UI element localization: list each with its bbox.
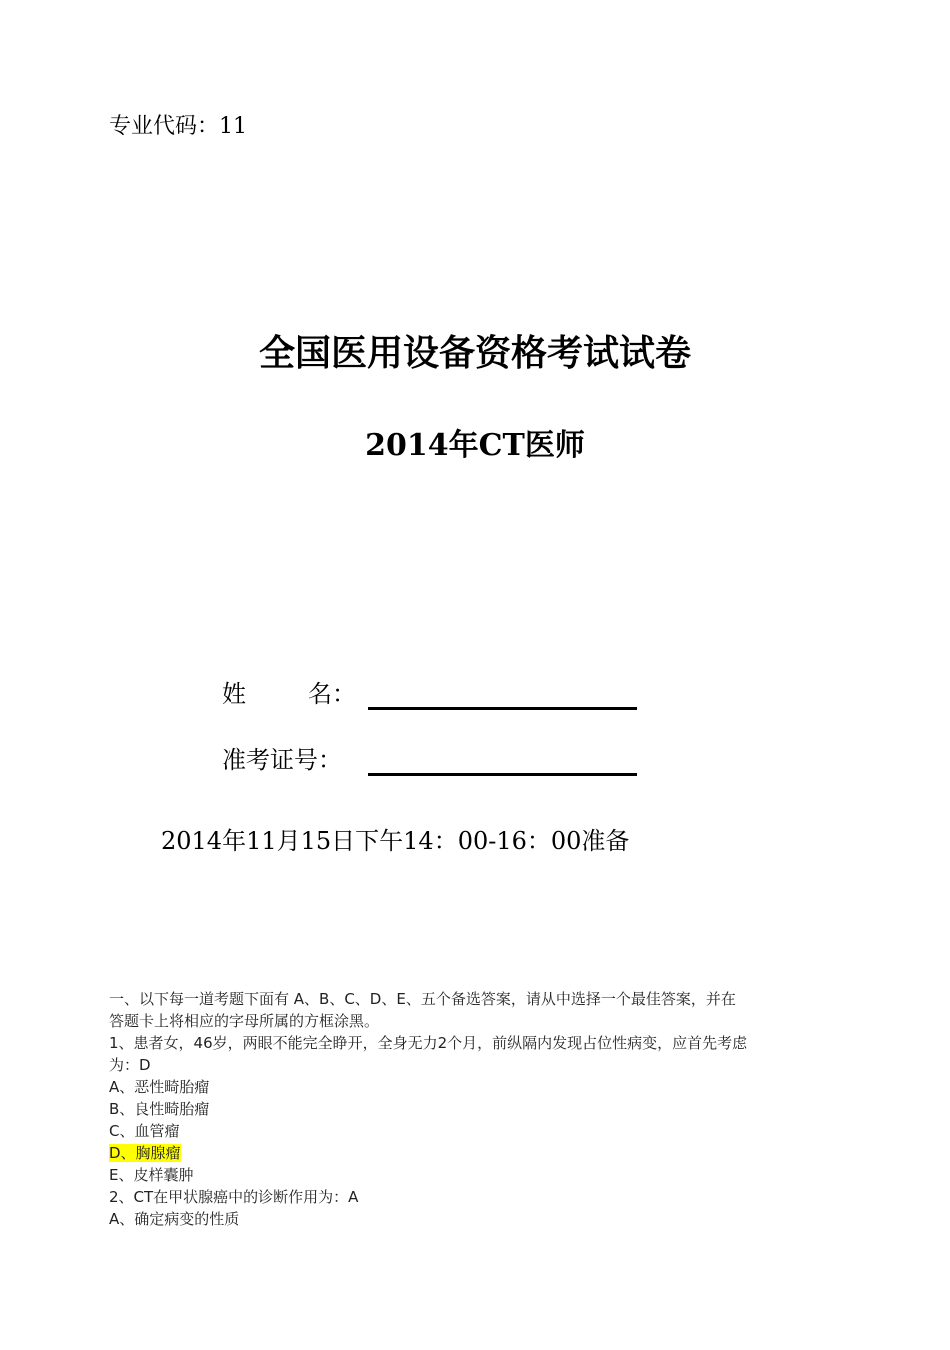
question-1-option-c: C、血管瘤 (109, 1122, 180, 1140)
question-1-option-b: B、良性畸胎瘤 (109, 1100, 210, 1118)
instructions-line-1: 一、以下每一道考题下面有 A、B、C、D、E、五个备选答案，请从中选择一个最佳答案，并在 (109, 990, 736, 1008)
question-section (109, 988, 849, 1230)
question-1-option-d: D、胸腺瘤 (109, 1144, 181, 1162)
name-label (222, 678, 356, 710)
exam-id-label: 准考证号： (222, 746, 342, 774)
instructions-line-2: 答题卡上将相应的字母所属的方框涂黑。 (109, 1012, 380, 1030)
question-1-stem-line-2: 为：D (109, 1056, 151, 1074)
name-label-first: 姓 (222, 680, 246, 708)
question-1-option-d-row (109, 1142, 849, 1164)
question-1-stem-line-1: 1、患者女，46岁，两眼不能完全睁开，全身无力2个月，前纵隔内发现占位性病变，应首先考虑 (109, 1034, 748, 1052)
question-1-option-e: E、皮样囊肿 (109, 1166, 194, 1184)
exam-id-field-row (222, 740, 342, 776)
question-1-option-a: A、恶性畸胎瘤 (109, 1078, 210, 1096)
question-2-stem: 2、CT在甲状腺癌中的诊断作用为：A (109, 1188, 359, 1206)
exam-title: 全国医用设备资格考试试卷 (258, 332, 691, 374)
name-underline[interactable] (368, 707, 637, 710)
exam-id-underline[interactable] (368, 773, 637, 776)
name-label-second: 名： (308, 680, 356, 708)
name-field-row (222, 674, 356, 710)
exam-time: 2014年11月15日下午14：00-16：00准备 (161, 827, 630, 855)
exam-subtitle: 2014年CT医师 (365, 428, 585, 463)
major-code: 专业代码：11 (109, 114, 247, 139)
question-2-option-a: A、确定病变的性质 (109, 1210, 240, 1228)
